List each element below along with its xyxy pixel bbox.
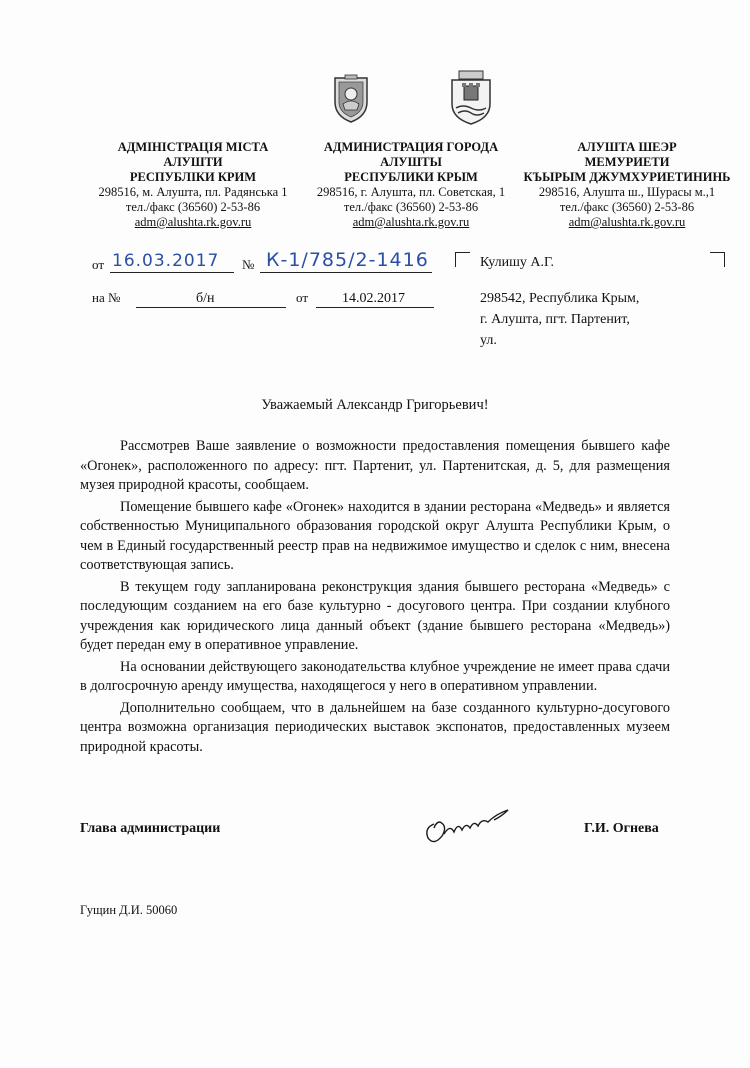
header-right-address: 298516, Алушта ш., Шурасы м.,1: [538, 185, 716, 199]
header-right-email: adm@alushta.rk.gov.ru: [568, 215, 686, 229]
header-right-line1: АЛУШТА ШЕЭР: [577, 140, 677, 154]
paragraph: В текущем году запланирована реконструкция здания бывшего ресторана «Медведь» с последующим созданием на его базе культурно - досугового центра. При создании клубного учреждения как юридического лица данный объект (здание бывшего ресторана «Медведь») будет передан ему в оперативное управление.: [80, 578, 670, 653]
header-center-address: 298516, г. Алушта, пл. Советская, 1: [316, 185, 506, 199]
reply-to-value: б/н: [196, 291, 215, 306]
header-center-email: adm@alushta.rk.gov.ru: [352, 215, 470, 229]
header-center-line3: РЕСПУБЛИКИ КРЫМ: [344, 170, 478, 184]
header-left-line3: РЕСПУБЛІКИ КРИМ: [129, 170, 257, 184]
reply-to-underline: [136, 307, 286, 308]
reply-to-label: на №: [92, 290, 121, 305]
reply-date-label: от: [296, 290, 309, 305]
signatory-name: Г.И. Огнева: [584, 821, 659, 836]
header-right-line2: МЕМУРИЕТИ: [584, 155, 670, 169]
date-underline: [110, 272, 234, 273]
header-right: [514, 140, 740, 230]
handwritten-signature: [420, 800, 520, 850]
header-center-phone: тел./факс (36560) 2-53-86: [343, 200, 479, 214]
recipient-address-line2: г. Алушта, пгт. Партенит,: [480, 312, 630, 327]
date-label: от: [92, 257, 105, 272]
recipient-corner-right: [710, 252, 725, 267]
header-center-line2: АЛУШТЫ: [380, 155, 442, 169]
number-underline: [260, 272, 432, 273]
crimea-coat-of-arms-icon: [331, 74, 371, 124]
header-center-line1: АДМИНИСТРАЦИЯ ГОРОДА: [323, 140, 499, 154]
handwritten-date: 16.03.2017: [112, 251, 220, 271]
paragraph: На основании действующего законодательства клубное учреждение не имеет права сдачи в долгосрочную аренду имущества, находящегося у него в оперативном управлении.: [80, 658, 670, 694]
signatory-title: Глава администрации: [80, 821, 221, 836]
header-right-phone: тел./факс (36560) 2-53-86: [559, 200, 695, 214]
header-center: [298, 140, 524, 230]
recipient-name: Кулишу А.Г.: [480, 255, 555, 270]
header-left: [80, 140, 306, 230]
paragraph: Рассмотрев Ваше заявление о возможности предоставления помещения бывшего кафе «Огонек», расположенного по адресу: пгт. Партенит, ул. Партенитская, д. 5, для размещения музея природной красоты, сообщаем.: [80, 438, 670, 493]
handwritten-number: К-1/785/2-1416: [266, 249, 429, 271]
salutation: Уважаемый Александр Григорьевич!: [261, 397, 489, 413]
header-left-line2: АЛУШТИ: [163, 155, 223, 169]
reply-date-underline: [316, 307, 434, 308]
reply-date-value: 14.02.2017: [342, 291, 405, 306]
header-left-address: 298516, м. Алушта, пл. Радянська 1: [98, 185, 288, 199]
header-left-line1: АДМІНІСТРАЦІЯ МІСТА: [117, 140, 269, 154]
paragraph: Помещение бывшего кафе «Огонек» находится в здании ресторана «Медведь» и является собственностью Муниципального образования городской округ Алушта Республики Крым, о чем в Единый государственный реестр прав на недвижимое имущество и сделок с ним, внесена соответствующая запись.: [80, 498, 670, 573]
recipient-address-line1: 298542, Республика Крым,: [480, 291, 640, 306]
alushta-coat-of-arms-icon: [449, 70, 493, 126]
executor-note: Гущин Д.И. 50060: [80, 903, 178, 917]
number-label: №: [242, 257, 255, 272]
header-left-email: adm@alushta.rk.gov.ru: [134, 215, 252, 229]
paragraph: Дополнительно сообщаем, что в дальнейшем на базе созданного культурно-досугового центра возможна организация периодических выставок экспонатов, предоставленных музеем природной красоты.: [80, 699, 670, 755]
header-left-phone: тел./факс (36560) 2-53-86: [125, 200, 261, 214]
header-right-line3: КЪЫРЫМ ДЖУМХУРИЕТИНИНЬ: [523, 170, 731, 184]
recipient-address-line3: ул.: [480, 333, 497, 348]
recipient-corner-left: [455, 252, 470, 267]
letter-body: [80, 437, 670, 759]
